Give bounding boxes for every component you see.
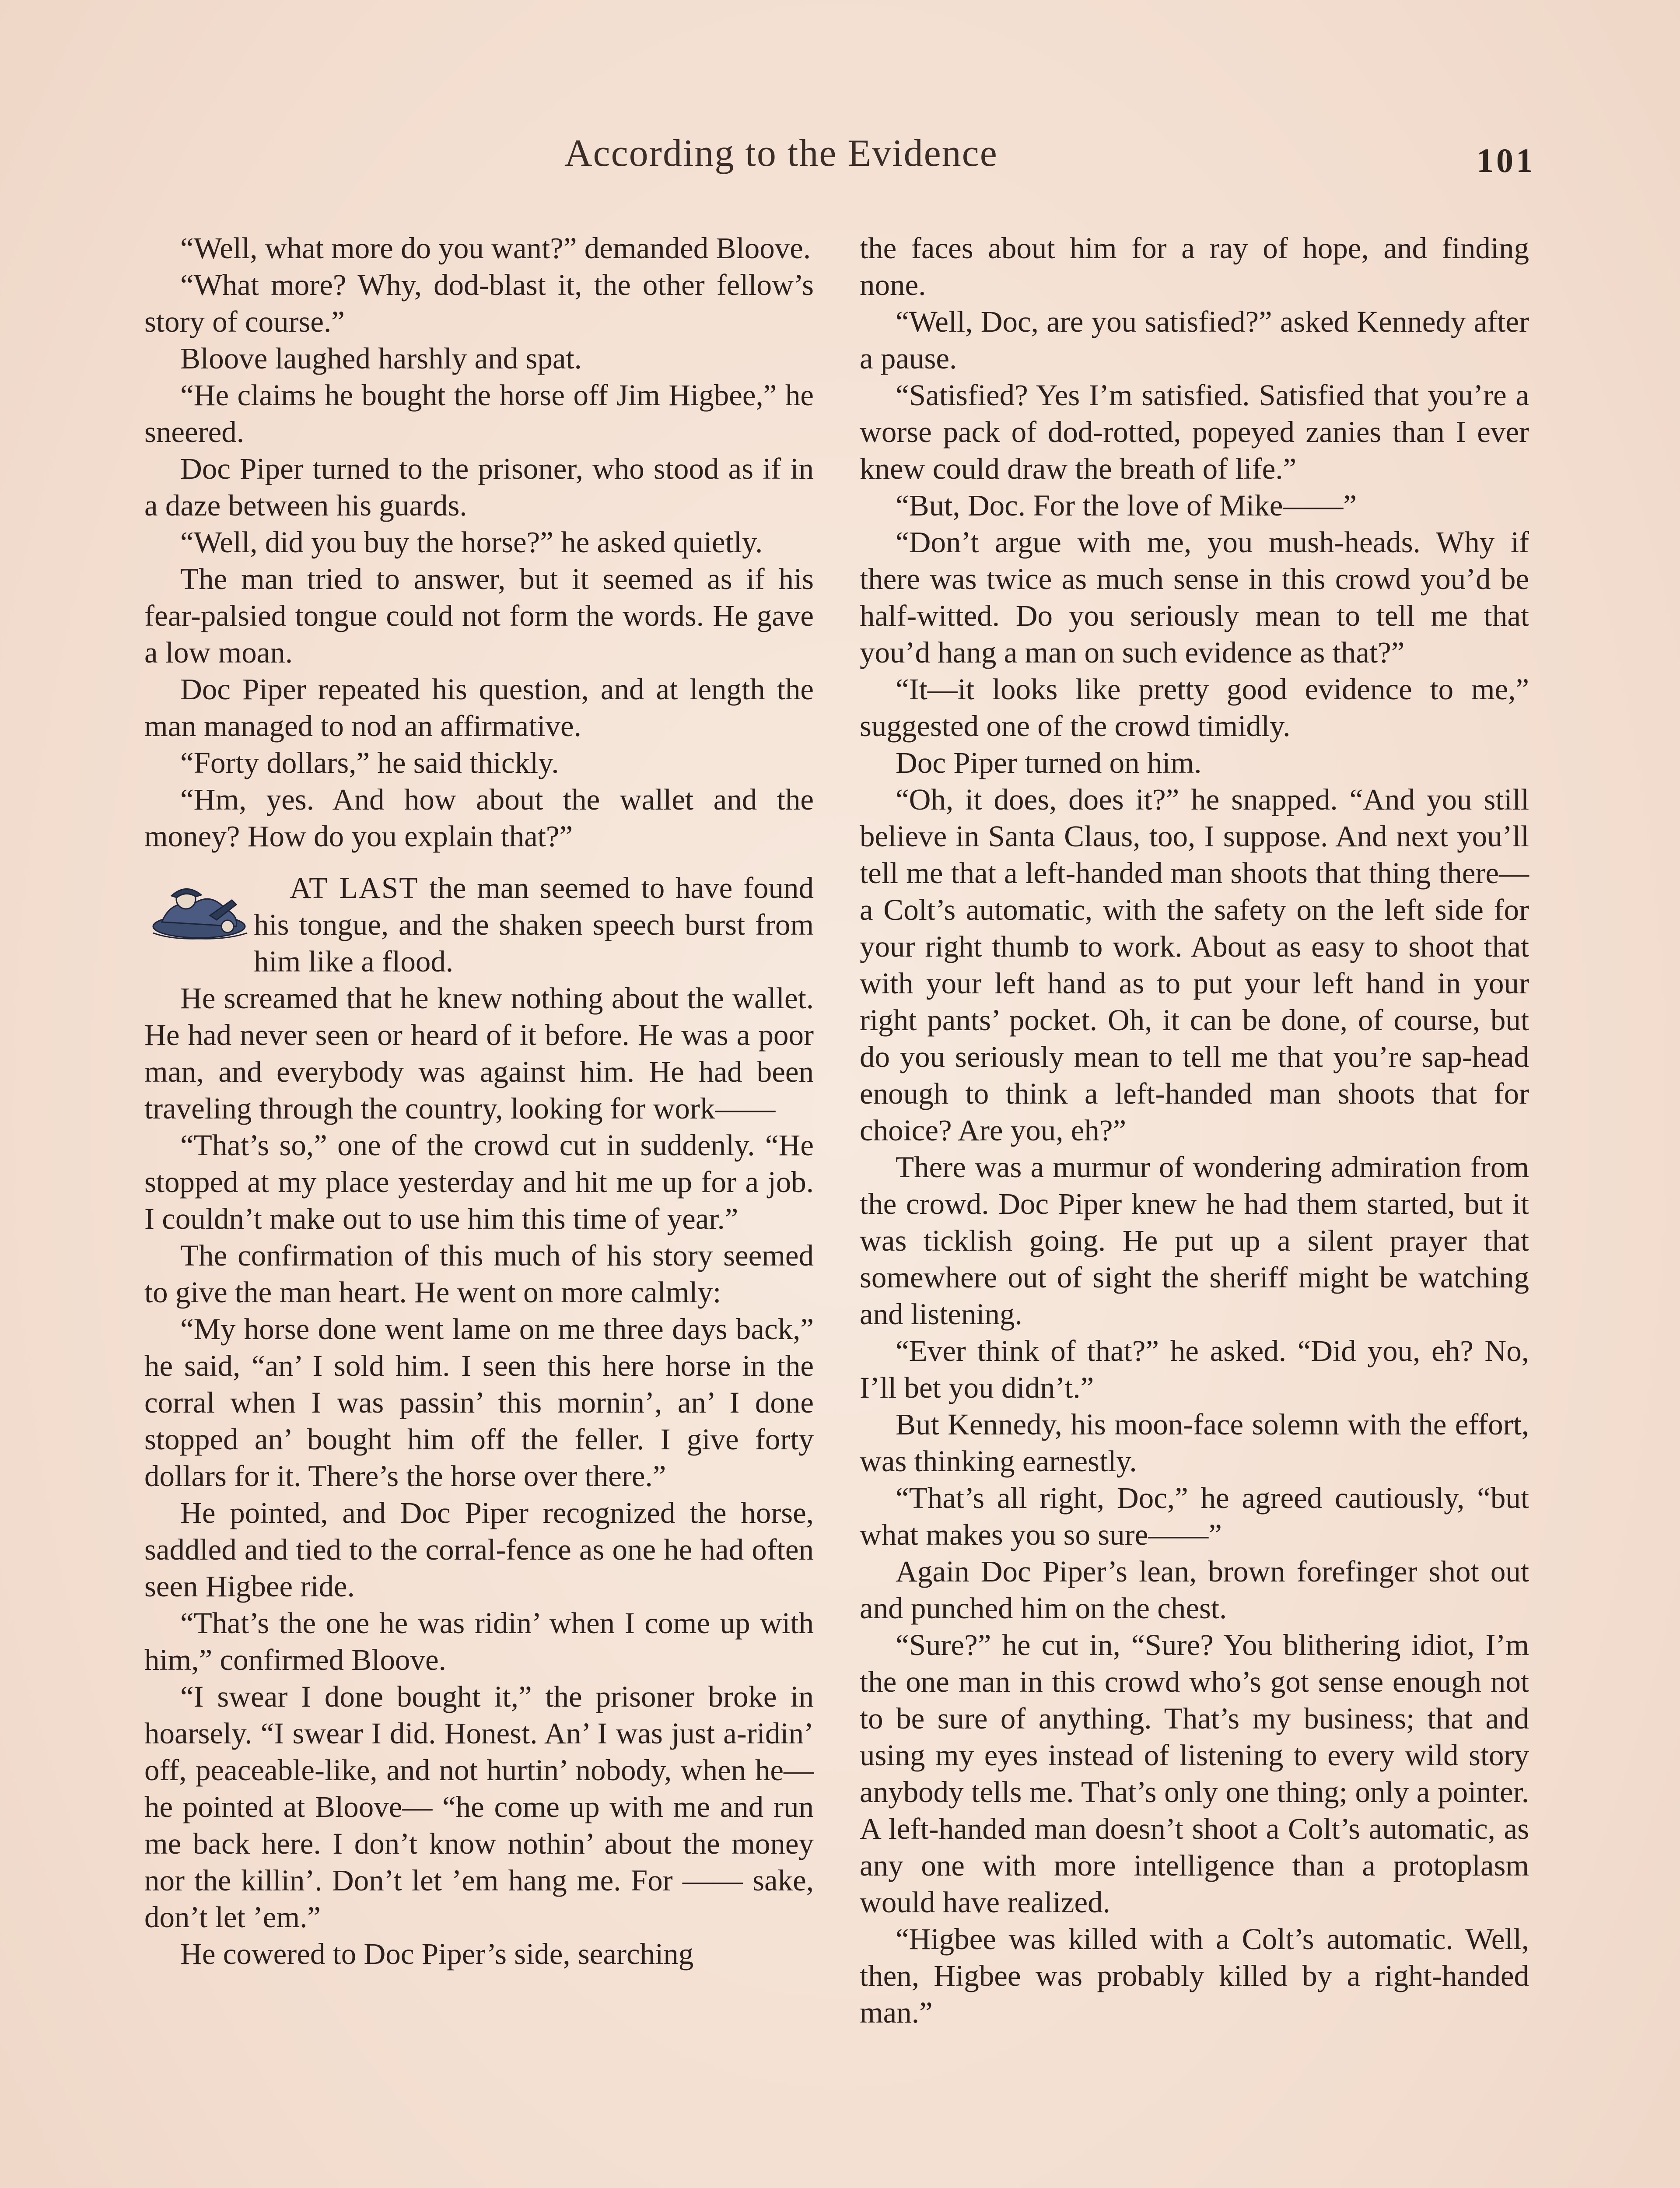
paragraph: “Hm, yes. And how about the wallet and the money? How do you explain that?” — [144, 783, 814, 853]
paragraph: “That’s so,” one of the crowd cut in suddenly. “He stopped at my place yesterday and hit me up for a job. I couldn’t make out to use him this time of year.” — [144, 1129, 814, 1235]
cowboy-vignette-icon — [144, 874, 254, 948]
paragraph: He screamed that he knew nothing about the wallet. He had never seen or heard of it before. He was a poor man, and everybody was against him. He had been traveling through the country, looking for work—— — [144, 982, 814, 1125]
page-number: 101 — [1477, 141, 1536, 179]
paragraph: “But, Doc. For the love of Mike——” — [896, 489, 1357, 522]
paragraph: “I swear I done bought it,” the prisoner broke in hoarsely. “I swear I did. Honest. An’ I was just a-ridin’ off, peaceable-like, and not hurtin’ nobody, when he—he pointed at Bloove— “he come up with me and run me back here. I don’t know nothin’ about the money nor the killin’. Don’t let ’em hang me. For —— sake, don’t let ’em.” — [144, 1680, 814, 1934]
paragraph: “Don’t argue with me, you mush-heads. Why if there was twice as much sense in this crowd you’d be half-witted. Do you seriously mean to tell me that you’d hang a man on such evidence as that?” — [860, 526, 1529, 669]
paragraph: He cowered to Doc Piper’s side, searching — [180, 1937, 694, 1971]
paragraph: The man tried to answer, but it seemed as if his fear-palsied tongue could not form the words. He gave a low moan. — [144, 562, 814, 669]
section-paragraph — [254, 870, 814, 980]
paragraph: “What more? Why, dod-blast it, the other fellow’s story of course.” — [144, 268, 814, 338]
left-column — [144, 230, 814, 1972]
paragraph: Doc Piper turned to the prisoner, who stood as if in a daze between his guards. — [144, 452, 814, 522]
paragraph: “Ever think of that?” he asked. “Did you, eh? No, I’ll bet you didn’t.” — [860, 1334, 1529, 1404]
paragraph: The confirmation of this much of his story seemed to give the man heart. He went on more calmly: — [144, 1239, 814, 1309]
paragraph: Doc Piper turned on him. — [896, 746, 1202, 779]
paragraph: “It—it looks like pretty good evidence to me,” suggested one of the crowd timidly. — [860, 673, 1529, 743]
section-text: the man seemed to have found his tongue, and the shaken speech burst from him like a flood. — [254, 871, 814, 978]
running-head-title: According to the Evidence — [564, 132, 998, 175]
section-opening — [144, 870, 814, 980]
paragraph: “That’s the one he was ridin’ when I come up with him,” confirmed Bloove. — [144, 1606, 814, 1676]
paragraph: “That’s all right, Doc,” he agreed cautiously, “but what makes you so sure——” — [860, 1481, 1529, 1551]
paragraph: He pointed, and Doc Piper recognized the horse, saddled and tied to the corral-fence as one he had often seen Higbee ride. — [144, 1496, 814, 1603]
paragraph: “Oh, it does, does it?” he snapped. “And you still believe in Santa Claus, too, I suppose. And next you’ll tell me that a left-handed man shoots that thing there—a Colt’s automatic, with the safety on the left side for your right thumb to work. About as easy to shoot that with your left hand as to put your left hand in your right pants’ pocket. Oh, it can be done, of course, but do you seriously mean to tell me that you’re sap-head enough to think a left-handed man shoots that for choice? Are you, eh?” — [860, 783, 1529, 1147]
paragraph: “Higbee was killed with a Colt’s automatic. Well, then, Higbee was probably killed by a right-handed man.” — [860, 1922, 1529, 2029]
paragraph: But Kennedy, his moon-face solemn with the effort, was thinking earnestly. — [860, 1408, 1529, 1478]
paragraph: the faces about him for a ray of hope, and finding none. — [860, 231, 1529, 302]
paragraph: “Satisfied? Yes I’m satisfied. Satisfied that you’re a worse pack of dod-rotted, popeyed zanies than I ever knew could draw the breath of life.” — [860, 379, 1529, 485]
paragraph: Doc Piper repeated his question, and at length the man managed to nod an affirmative. — [144, 673, 814, 743]
paragraph: “He claims he bought the horse off Jim Higbee,” he sneered. — [144, 379, 814, 449]
right-column — [860, 230, 1529, 2031]
paragraph: “Forty dollars,” he said thickly. — [180, 746, 559, 779]
section-lead: AT LAST — [290, 871, 419, 905]
paragraph: “Well, did you buy the horse?” he asked quietly. — [180, 526, 763, 559]
paragraph: “Sure?” he cut in, “Sure? You blithering idiot, I’m the one man in this crowd who’s got sense enough not to be sure of anything. That’s my business; that and using my eyes instead of listening to every wild story anybody tells me. That’s only one thing; only a pointer. A left-handed man doesn’t shoot a Colt’s automatic, as any one with more intelligence than a protoplasm would have realized. — [860, 1628, 1529, 1919]
paragraph: Bloove laughed harshly and spat. — [180, 342, 582, 375]
paragraph: “Well, what more do you want?” demanded Bloove. — [180, 231, 811, 265]
paragraph: Again Doc Piper’s lean, brown forefinger shot out and punched him on the chest. — [860, 1555, 1529, 1625]
paragraph: There was a murmur of wondering admiration from the crowd. Doc Piper knew he had them started, but it was ticklish going. He put up a silent prayer that somewhere out of sight the sheriff might be watching and listening. — [860, 1150, 1529, 1331]
paragraph: “My horse done went lame on me three days back,” he said, “an’ I sold him. I seen this here horse in the corral when I was passin’ this mornin’, an’ I done stopped an’ bought him off the feller. I give forty dollars for it. There’s the horse over there.” — [144, 1312, 814, 1493]
paragraph: “Well, Doc, are you satisfied?” asked Kennedy after a pause. — [860, 305, 1529, 375]
